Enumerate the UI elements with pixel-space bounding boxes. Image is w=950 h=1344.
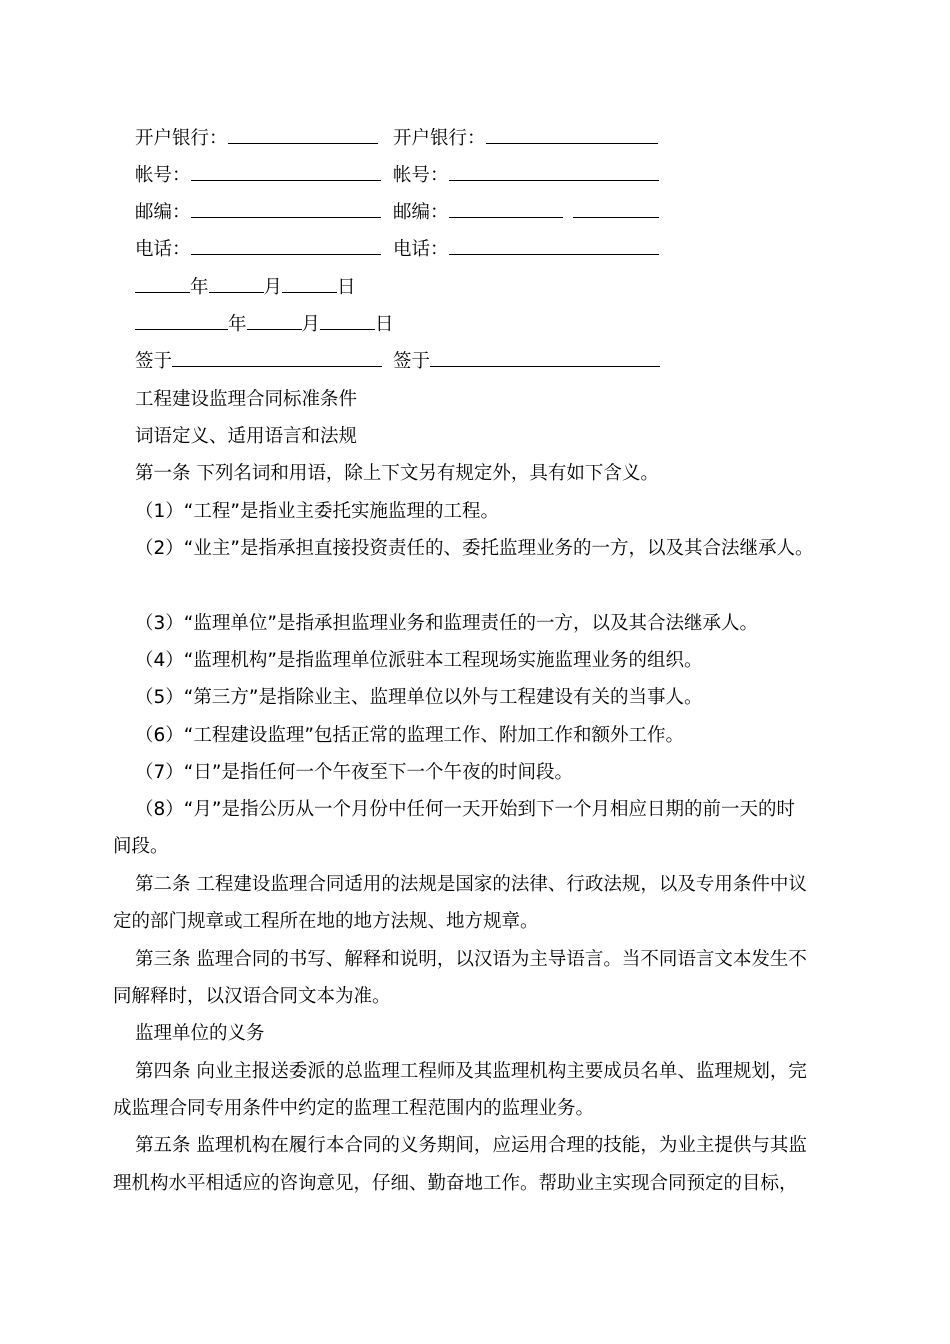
- definition-item: （1）“工程”是指业主委托实施监理的工程。: [135, 501, 499, 522]
- party-b-sign-blank[interactable]: [430, 350, 660, 367]
- bank-row-b: [393, 127, 658, 151]
- date-b-day: 日: [375, 314, 394, 335]
- party-a-sign-label: 签于: [135, 351, 173, 372]
- article-4-cont: 成监理合同专用条件中约定的监理工程范围内的监理业务。: [113, 1098, 595, 1119]
- phone-row-b: [393, 238, 659, 262]
- date-b-year: 年: [228, 314, 247, 335]
- party-b-phone-label: 电话：: [393, 239, 449, 260]
- date-b-day-blank[interactable]: [320, 313, 375, 330]
- definition-item: （2）“业主”是指承担直接投资责任的、委托监理业务的一方，以及其合法继承人。: [135, 538, 814, 559]
- date-a-year-blank[interactable]: [135, 276, 190, 293]
- account-row-b: [393, 164, 659, 188]
- section-title: 工程建设监理合同标准条件: [135, 389, 358, 410]
- party-b-sign-label: 签于: [393, 351, 431, 372]
- date-a-month: 月: [263, 277, 283, 298]
- date-a-day: 日: [337, 277, 356, 298]
- definition-item: （7）“日”是指任何一个午夜至下一个午夜的时间段。: [135, 762, 573, 783]
- party-b-bank-blank[interactable]: [486, 127, 658, 144]
- sign-row-b: [393, 350, 660, 374]
- party-b-postcode-blank-2[interactable]: [573, 201, 659, 218]
- party-a-bank-label: 开户银行：: [135, 128, 228, 149]
- party-b-phone-blank[interactable]: [449, 238, 659, 255]
- definition-item: （6）“工程建设监理”包括正常的监理工作、附加工作和额外工作。: [135, 725, 684, 746]
- party-b-postcode-blank[interactable]: [449, 201, 563, 218]
- party-a-sign-blank[interactable]: [172, 350, 382, 367]
- party-a-postcode-label: 邮编：: [135, 202, 191, 223]
- article-2-cont: 定的部门规章或工程所在地的地方法规、地方规章。: [113, 911, 539, 932]
- definition-item-cont: 间段。: [113, 836, 169, 857]
- section-title: 词语定义、适用语言和法规: [135, 426, 358, 447]
- bank-row: [135, 127, 378, 151]
- definition-item: （4）“监理机构”是指监理单位派驻本工程现场实施监理业务的组织。: [135, 650, 703, 671]
- definition-item: （3）“监理单位”是指承担监理业务和监理责任的一方，以及其合法继承人。: [135, 613, 758, 634]
- date-a-year: 年: [190, 277, 209, 298]
- date-b-month-blank[interactable]: [247, 313, 302, 330]
- article-1: 第一条 下列名词和用语，除上下文另有规定外，具有如下含义。: [135, 463, 659, 484]
- date-row-b: [135, 313, 394, 337]
- postcode-row-b: [393, 201, 659, 225]
- article-5: 第五条 监理机构在履行本合同的义务期间，应运用合理的技能，为业主提供与其监: [135, 1135, 807, 1156]
- article-3-cont: 同解释时，以汉语合同文本为准。: [113, 986, 391, 1007]
- party-b-postcode-label: 邮编：: [393, 202, 449, 223]
- article-4: 第四条 向业主报送委派的总监理工程师及其监理机构主要成员名单、监理规划，完: [135, 1061, 807, 1082]
- section-title: 监理单位的义务: [135, 1023, 265, 1044]
- party-a-phone-label: 电话：: [135, 239, 191, 260]
- date-b-month: 月: [301, 314, 321, 335]
- phone-row: [135, 238, 381, 262]
- date-a-day-blank[interactable]: [282, 276, 337, 293]
- sign-row: [135, 350, 382, 374]
- party-a-phone-blank[interactable]: [191, 238, 381, 255]
- party-a-account-label: 帐号：: [135, 165, 191, 186]
- article-2: 第二条 工程建设监理合同适用的法规是国家的法律、行政法规，以及专用条件中议: [135, 874, 807, 895]
- date-b-year-blank[interactable]: [135, 313, 228, 330]
- party-b-account-label: 帐号：: [393, 165, 449, 186]
- date-a-month-blank[interactable]: [209, 276, 264, 293]
- account-row: [135, 164, 381, 188]
- party-b-account-blank[interactable]: [449, 164, 659, 181]
- party-a-account-blank[interactable]: [191, 164, 381, 181]
- party-a-bank-blank[interactable]: [228, 127, 378, 144]
- article-5-cont: 理机构水平相适应的咨询意见，仔细、勤奋地工作。帮助业主实现合同预定的目标，: [113, 1173, 798, 1194]
- postcode-row: [135, 201, 381, 225]
- party-b-bank-label: 开户银行：: [393, 128, 486, 149]
- article-3: 第三条 监理合同的书写、解释和说明，以汉语为主导语言。当不同语言文本发生不: [135, 949, 807, 970]
- definition-item: （8）“月”是指公历从一个月份中任何一天开始到下一个月相应日期的前一天的时: [135, 799, 795, 820]
- definition-item: （5）“第三方”是指除业主、监理单位以外与工程建设有关的当事人。: [135, 687, 703, 708]
- party-a-postcode-blank[interactable]: [191, 201, 381, 218]
- date-row-a: [135, 276, 356, 300]
